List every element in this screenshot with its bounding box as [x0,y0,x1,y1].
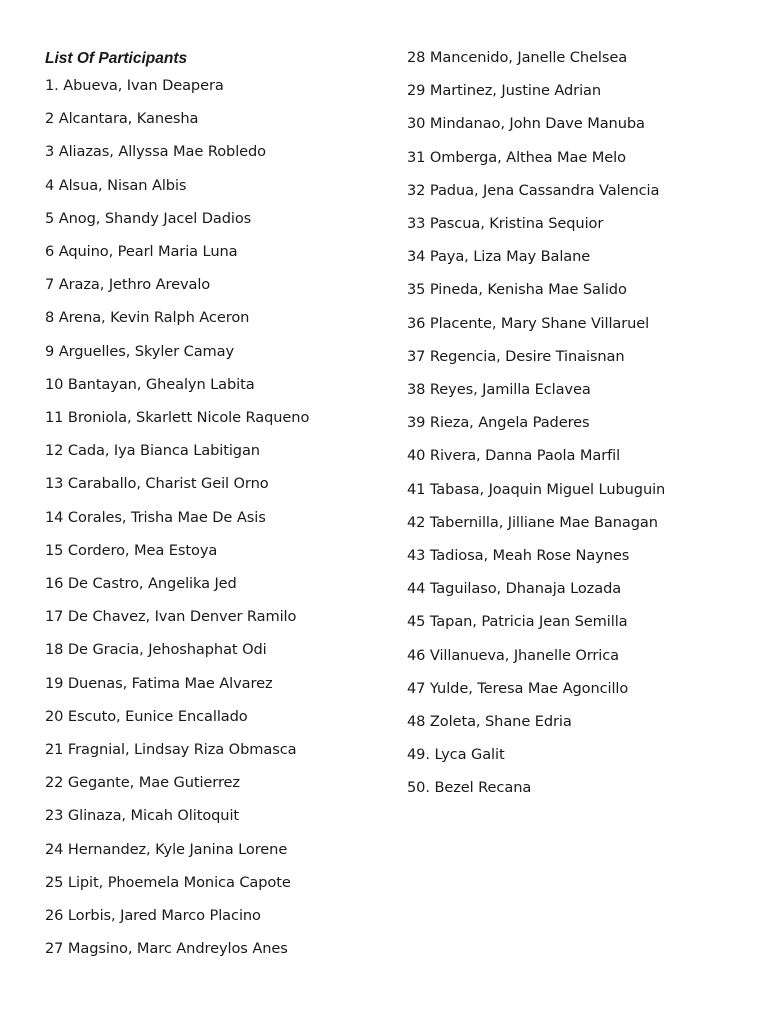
participant-entry: 46 Villanueva, Jhanelle Orrica [407,646,620,664]
participant-entry: 20 Escuto, Eunice Encallado [45,707,248,725]
participant-entry: 7 Araza, Jethro Arevalo [45,276,211,294]
participant-entry: 25 Lipit, Phoemela Monica Capote [45,873,291,891]
participant-entry: 17 De Chavez, Ivan Denver Ramilo [45,608,297,626]
participant-entry: 39 Rieza, Angela Paderes [407,414,590,432]
participant-entry: 6 Aquino, Pearl Maria Luna [45,243,238,260]
participant-entry: 37 Regencia, Desire Tinaisnan [407,347,625,365]
participant-entry: 44 Taguilaso, Dhanaja Lozada [407,580,622,598]
participant-entry: 50. Bezel Recana [407,779,532,797]
participant-entry: 10 Bantayan, Ghealyn Labita [45,375,255,393]
participant-entry: 41 Tabasa, Joaquin Miguel Lubuguin [407,480,666,498]
participant-entry: 32 Padua, Jena Cassandra Valencia [407,181,660,199]
participant-entry: 15 Cordero, Mea Estoya [45,541,218,559]
participant-entry: 5 Anog, Shandy Jacel Dadios [45,209,252,227]
participant-entry: 48 Zoleta, Shane Edria [407,713,572,730]
participant-entry: 22 Gegante, Mae Gutierrez [45,774,240,792]
participant-entry: 9 Arguelles, Skyler Camay [45,342,235,360]
participant-entry: 40 Rivera, Danna Paola Marfil [407,447,621,465]
participant-entry: 31 Omberga, Althea Mae Melo [407,148,626,166]
participant-entry: 34 Paya, Liza May Balane [407,248,591,266]
participant-entry: 27 Magsino, Marc Andreylos Anes [45,940,288,958]
participant-entry: 21 Fragnial, Lindsay Riza Obmasca [45,741,297,758]
participant-entry: 24 Hernandez, Kyle Janina Lorene [45,840,288,858]
participant-entry: 2 Alcantara, Kanesha [45,110,199,128]
participant-entry: 47 Yulde, Teresa Mae Agoncillo [407,679,629,697]
participant-entry: 19 Duenas, Fatima Mae Alvarez [45,674,273,692]
participant-entry: 12 Cada, Iya Bianca Labitigan [45,442,260,460]
participant-entry: 33 Pascua, Kristina Sequior [407,215,604,232]
participant-entry: 4 Alsua, Nisan Albis [45,176,187,194]
participant-entry: 35 Pineda, Kenisha Mae Salido [407,281,627,299]
participant-entry: 11 Broniola, Skarlett Nicole Raqueno [45,409,310,426]
participant-entry: 1. Abueva, Ivan Deapera [45,77,224,94]
participant-entry: 26 Lorbis, Jared Marco Placino [45,907,261,924]
participant-entry: 30 Mindanao, John Dave Manuba [407,115,645,133]
participant-entry: 29 Martinez, Justine Adrian [407,82,602,100]
participant-entry: 38 Reyes, Jamilla Eclavea [407,381,591,398]
participant-entry: 49. Lyca Galit [407,746,505,764]
participant-entry: 14 Corales, Trisha Mae De Asis [45,508,266,526]
participant-entry: 36 Placente, Mary Shane Villaruel [407,314,650,332]
participant-entry: 23 Glinaza, Micah Olitoquit [45,807,240,825]
participant-entry: 45 Tapan, Patricia Jean Semilla [407,613,628,631]
participant-entry: 18 De Gracia, Jehoshaphat Odi [45,641,267,659]
participant-entry: 16 De Castro, Angelika Jed [45,575,237,592]
participant-entry: 43 Tadiosa, Meah Rose Naynes [407,547,630,564]
participant-entry: 28 Mancenido, Janelle Chelsea [407,49,628,66]
participant-entry: 3 Aliazas, Allyssa Mae Robledo [45,143,267,161]
page-title: List Of Participants [45,50,188,67]
participant-entry: 13 Caraballo, Charist Geil Orno [45,475,269,493]
participant-entry: 8 Arena, Kevin Ralph Aceron [45,309,250,327]
participant-entry: 42 Tabernilla, Jilliane Mae Banagan [407,513,658,531]
